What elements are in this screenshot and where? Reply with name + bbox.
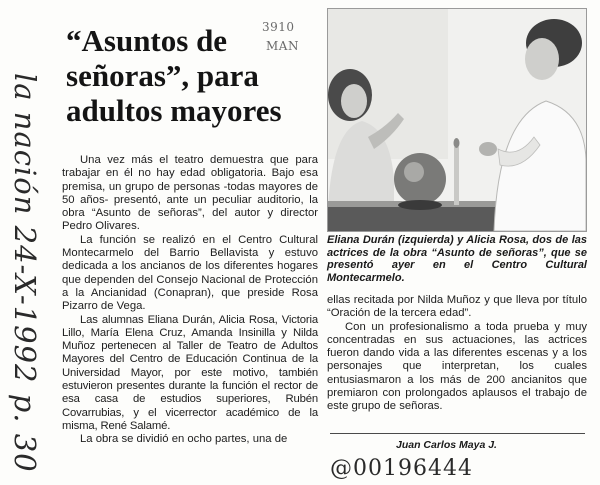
handwritten-note-letters: MAN — [266, 39, 299, 53]
handwritten-note-number: 3910 — [262, 20, 295, 34]
photo-caption: Eliana Durán (izquierda) y Alicia Rosa, dos de las actrices de la obra “Asunto de señoras”, que se presentó ayer en el Centro Cultural Montecarmelo. — [327, 234, 587, 284]
article-paragraph: Con un profesionalismo a toda prueba y muy concentradas en sus actuaciones, las actrices fueron dando vida a las diferentes escenas y a los personajes que interpretan, los cuales entusiasmaron a los más de 200 ancianitos que premiaron con prolongados aplausos el trabajo de este grupo de señoras. — [327, 320, 587, 413]
article-photo — [327, 8, 587, 232]
byline-divider — [330, 433, 585, 434]
article-paragraph: Una vez más el teatro demuestra que para trabajar en él no hay edad obligatoria. Bajo esa premisa, un grupo de personas -todas mayores de 50 años- presentó, ante un peculiar auditorio, la obra “Asunto de señoras”, del autor y director Pedro Olivares. — [62, 154, 318, 233]
margin-handwritten-source-date: la nación 24-X-1992 p. 30 — [8, 73, 42, 473]
article-paragraph: La función se realizó en el Centro Cultural Montecarmelo del Barrio Bellavista y estuvo dedicada a los ancianos de los diferentes hogares que dependen del Consejo Nacional de Protección a la Ancianidad (Conapran), que preside Rosa Pizarro de Vega. — [62, 233, 318, 313]
article-headline: “Asuntos de señoras”, para adultos mayores — [66, 22, 282, 128]
handwritten-archive-code: @00196444 — [330, 456, 473, 481]
article-body-right-column — [327, 294, 587, 414]
article-byline: Juan Carlos Maya J. — [396, 439, 497, 451]
photo-two-actresses-illustration — [328, 9, 586, 231]
article-paragraph: La obra se dividió en ocho partes, una de — [80, 433, 288, 446]
article-paragraph: ellas recitada por Nilda Muñoz y que lleva por título “Oración de la tercera edad”. — [327, 294, 587, 320]
article-body-left-column — [62, 154, 318, 447]
article-paragraph: Las alumnas Eliana Durán, Alicia Rosa, Victoria Lillo, María Elena Cruz, Amanda Insinilla y Nilda Muñoz pertenecen al Taller de Teatro de Adultos Mayores del Centro de Educación Continua de la Universidad Mayor, por este motivo, también estuvieron presentes durante la función el rector de esa casa de estudios superiores, Rubén Covarrubias, y el vicerrector académico de la misma, René Salamé. — [62, 313, 318, 432]
